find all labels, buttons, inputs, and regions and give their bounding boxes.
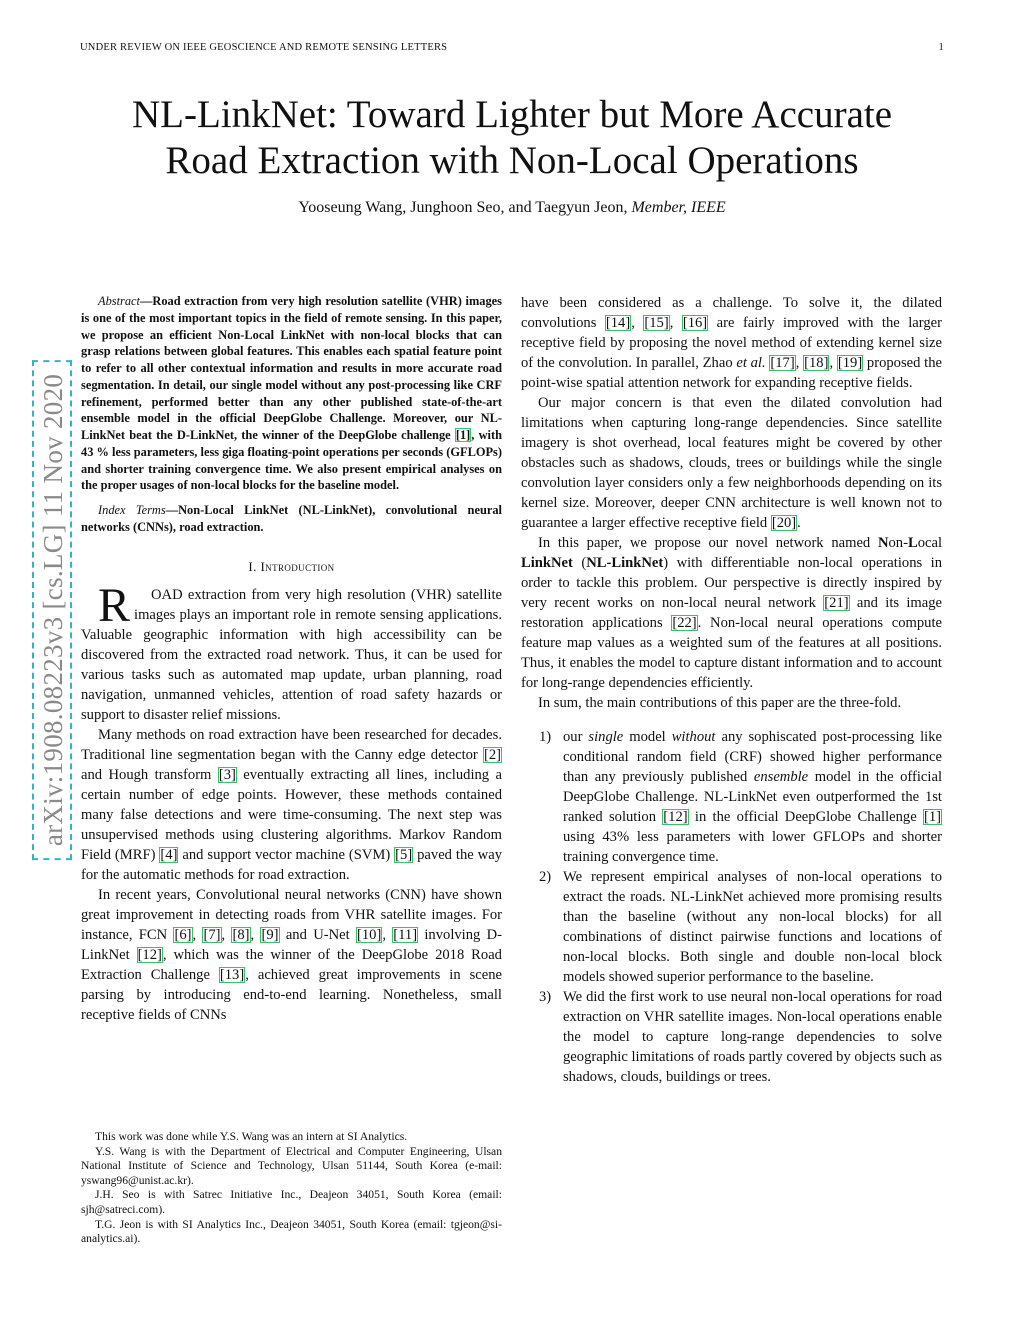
intro-paragraph-3: In recent years, Convolutional neural networks (CNN) have shown great improvement in detecting roads from VHR satellite images. For instance, FCN [6], [7], [8], [9] and U-Net [10], [11] involving D-LinkNet [12], which was the winner of the DeepGlobe 2018 Road Extraction Challenge [13], achieved great improvements in scene parsing by introducing end-to-end learning. Nonetheless, small receptive fields of CNNs	[81, 886, 503, 1023]
footnotes	[81, 1130, 502, 1247]
citation-link[interactable]: [3]	[218, 766, 236, 783]
journal-name: UNDER REVIEW ON IEEE GEOSCIENCE AND REMOTE SENSING LETTERS	[80, 42, 448, 53]
citation-link[interactable]: [5]	[395, 846, 413, 863]
citation-link[interactable]: [2]	[483, 746, 501, 763]
citation-link[interactable]: [8]	[232, 926, 250, 943]
citation-link[interactable]: [14]	[605, 315, 631, 331]
contributions-list	[521, 727, 942, 1087]
list-item: 1) our single model without any sophiscated post-processing like conditional random field (CRF) showed higher performance than any previously published ensemble model in the official DeepGlobe Challenge. NL-LinkNet even outperformed the 1st ranked solution [12] in the official DeepGlobe Challenge [1] using 43% less parameters with lower GFLOPs and shorter training convergence time.	[539, 729, 942, 865]
intro-paragraph-3-continued: have been considered as a challenge. To solve it, the dilated convolutions [14], [15], [16] are fairly improved with the larger receptive field by proposing the novel method of extending kernel size of the convolution. In parallel, Zhao et al. [17], [18], [19] proposed the point-wise spatial attention network for expanding receptive fields.	[521, 295, 943, 391]
title-line-1: NL-LinkNet: Toward Lighter but More Accurate	[131, 93, 893, 136]
intro-paragraph-5: In this paper, we propose our novel network named Non-Local LinkNet (NL-LinkNet) with differentiable non-local operations in order to tackle this problem. Our perspective is directly inspired by very recent works on non-local neural network [21] and its image restoration applications [22]. Non-local neural operations compute feature map values as a weighted sum of the features at all positions. Thus, it enables the model to capture distant information and to account for long-range dependencies efficiently.	[521, 535, 942, 691]
intro-paragraph-2: Many methods on road extraction have been researched for decades. Traditional line segmentation began with the Canny edge detector [2] and Hough transform [3] eventually extracting all lines, including a certain number of edge points. However, these methods contained many false detections and were time-consuming. The next step was unsupervised methods using clustering algorithms. Markov Random Field (MRF) [4] and support vector machine (SVM) [5] paved the way for the automatic methods for road extraction.	[81, 726, 503, 883]
list-item: 3) We did the first work to use neural non-local operations for road extraction on VHR satellite images. Non-local operations enable the model to capture long-range dependencies to solve geographic limitations of roads partly covered by objects such as shadows, clouds, buildings or trees.	[539, 989, 942, 1085]
abstract: Abstract—Road extraction from very high resolution satellite (VHR) images is one of the most important topics in the field of remote sensing. In this paper, we propose an efficient Non-Local LinkNet with non-local blocks that can grasp relations between global features. This enables each spatial feature point to refer to all other contextual information and results in more accurate road segmentation. In detail, our single model without any post-processing like CRF refinement, performed better than any other published state-of-the-art ensemble model in the official DeepGlobe Challenge. Moreover, our NL-LinkNet beat the D-LinkNet, the winner of the DeepGlobe challenge [1], with 43 % less parameters, less giga floating-point operations per seconds (GFLOPs) and shorter training convergence time. We also present empirical analyses on the proper usages of non-local blocks for the baseline model.	[81, 294, 502, 493]
citation-link[interactable]: [16]	[682, 315, 708, 331]
citation-link[interactable]: [12]	[663, 809, 688, 825]
paper-title	[80, 92, 944, 184]
citation-link[interactable]: [1]	[923, 809, 941, 825]
arxiv-identifier-link[interactable]: arXiv:1908.08223v3 [cs.LG] 11 Nov 2020	[32, 360, 72, 860]
citation-link[interactable]: [15]	[644, 315, 669, 331]
citation-link[interactable]: [21]	[824, 595, 849, 611]
index-terms-label: Index Terms	[98, 503, 166, 517]
citation-link[interactable]: [19]	[837, 355, 863, 371]
title-line-2: Road Extraction with Non-Local Operations	[165, 139, 859, 182]
footnote: T.G. Jeon is with SI Analytics Inc., Deajeon 34051, South Korea (email: tgjeon@si-analytics.ai).	[81, 1217, 502, 1246]
footnote: J.H. Seo is with Satrec Initiative Inc., Deajeon 34051, South Korea (email: sjh@satreci.com).	[81, 1188, 502, 1216]
right-column	[521, 293, 942, 1087]
citation-link[interactable]: [22]	[672, 615, 697, 631]
drop-cap: R	[98, 578, 131, 632]
citation-link[interactable]: [6]	[174, 926, 192, 943]
author-membership: Member, IEEE	[631, 199, 726, 216]
footnote: Y.S. Wang is with the Department of Electrical and Computer Engineering, Ulsan National Institute of Science and Technology, Ulsan 51144, South Korea (e-mail: yswang96@unist.ac.kr).	[81, 1144, 502, 1187]
citation-link[interactable]: [13]	[219, 966, 245, 983]
citation-link[interactable]: [9]	[261, 926, 279, 943]
intro-paragraph-6: In sum, the main contributions of this paper are the three-fold.	[538, 695, 902, 711]
citation-link[interactable]: [17]	[770, 355, 795, 371]
index-terms: Index Terms—Non-Local LinkNet (NL-LinkNet), convolutional neural networks (CNNs), road extraction.	[81, 503, 502, 534]
citation-link[interactable]: [10]	[356, 926, 382, 943]
citation-link[interactable]: [1]	[455, 428, 471, 442]
page-number: 1	[938, 42, 944, 53]
author-list	[80, 199, 944, 217]
citation-link[interactable]: [18]	[804, 355, 829, 371]
citation-link[interactable]: [12]	[137, 946, 162, 963]
citation-link[interactable]: [11]	[393, 926, 418, 943]
abstract-label: Abstract	[98, 294, 140, 308]
citation-link[interactable]: [20]	[771, 515, 797, 531]
intro-paragraph-1: R OAD extraction from very high resolution (VHR) satellite images plays an important role in remote sensing applications. Valuable geographic information with high accessibility can be discovered from the extracted road network. Thus, it can be used for various tasks such as automated map update, urban planning, road navigation, unmanned vehicles, attention of road safety hazards or support to disaster relief missions.	[81, 578, 502, 723]
running-header	[80, 42, 944, 53]
author-names: Yooseung Wang, Junghoon Seo, and Taegyun Jeon,	[298, 199, 628, 216]
left-column	[81, 293, 502, 1025]
footnote: This work was done while Y.S. Wang was an intern at SI Analytics.	[95, 1130, 408, 1143]
intro-paragraph-4: Our major concern is that even the dilated convolution had limitations when capturing long-range dependencies. Since satellite imagery is shot overhead, local features might be covered by other obstacles such as shadows, clouds, trees or buildings while the single convolution layer considers only a few neighborhoods depending on its kernel size. Moreover, deeper CNN architecture is well known not to guarantee a larger effective receptive field [20].	[521, 395, 942, 531]
section-heading-introduction: I. Introduction	[248, 558, 335, 574]
list-item: 2) We represent empirical analyses of non-local operations to extract the roads. NL-LinkNet achieved more promising results than the baseline (without any non-local blocks) for all combinations of distinct pairwise functions and locations of non-local blocks. Both single and double non-local block models showed superior performance to the baseline.	[539, 869, 942, 985]
citation-link[interactable]: [4]	[160, 846, 178, 863]
citation-link[interactable]: [7]	[203, 926, 221, 943]
